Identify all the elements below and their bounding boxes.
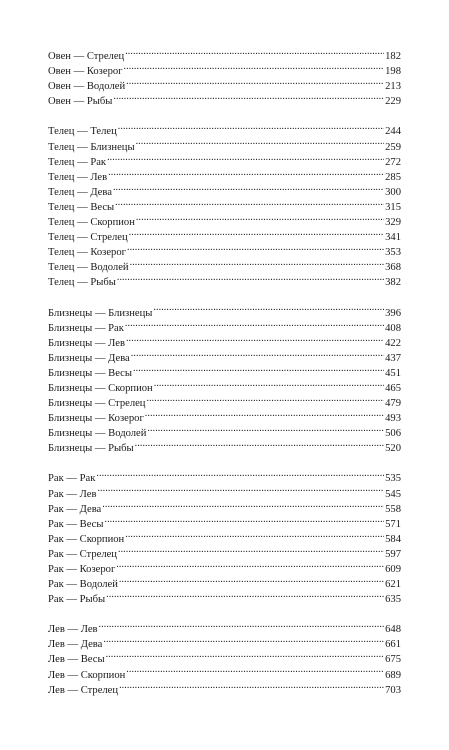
toc-entry-page: 635 bbox=[385, 594, 401, 606]
toc-entry-page: 597 bbox=[385, 548, 401, 560]
dot-leader bbox=[124, 59, 385, 74]
dot-leader bbox=[97, 481, 384, 496]
dot-leader bbox=[116, 557, 384, 572]
toc-entry-title: Овен — Козерог bbox=[48, 66, 123, 78]
toc-entry-title: Рак — Рак bbox=[48, 473, 96, 485]
toc-entry-page: 422 bbox=[385, 337, 401, 349]
dot-leader bbox=[127, 240, 384, 255]
toc-entry-title: Овен — Стрелец bbox=[48, 51, 125, 63]
toc-entry[interactable] bbox=[48, 617, 401, 636]
toc-entry-page: 315 bbox=[385, 201, 401, 213]
toc-entry-page: 609 bbox=[385, 564, 401, 575]
toc-entry-page: 396 bbox=[385, 307, 401, 319]
toc-entry-title: Рак — Лев bbox=[48, 488, 97, 500]
dot-leader bbox=[130, 255, 385, 270]
toc-entry-page: 353 bbox=[385, 247, 401, 259]
dot-leader bbox=[126, 74, 384, 89]
toc-entry-title: Телец — Стрелец bbox=[48, 232, 128, 244]
toc-entry-page: 259 bbox=[385, 141, 401, 153]
toc-group-cancer bbox=[48, 466, 401, 606]
toc-entry-title: Телец — Скорпион bbox=[48, 217, 135, 229]
dot-leader bbox=[102, 497, 384, 512]
dot-leader bbox=[118, 542, 384, 557]
toc-entry-page: 408 bbox=[385, 322, 401, 334]
dot-leader bbox=[96, 466, 384, 481]
dot-leader bbox=[135, 436, 384, 451]
dot-leader bbox=[103, 632, 384, 647]
toc-entry-page: 451 bbox=[385, 367, 401, 379]
dot-leader bbox=[125, 44, 384, 59]
table-of-contents bbox=[48, 44, 401, 696]
toc-entry-page: 300 bbox=[385, 186, 401, 198]
dot-leader bbox=[119, 678, 384, 693]
toc-entry-title: Телец — Рыбы bbox=[48, 277, 116, 289]
toc-entry-title: Телец — Весы bbox=[48, 201, 115, 213]
toc-entry-title: Близнецы — Стрелец bbox=[48, 398, 146, 410]
dot-leader bbox=[119, 572, 384, 587]
toc-group-aries bbox=[48, 44, 401, 108]
toc-entry-page: 545 bbox=[385, 488, 401, 500]
toc-entry-page: 675 bbox=[385, 654, 401, 666]
toc-entry-page: 465 bbox=[385, 382, 401, 394]
toc-entry-title: Лев — Весы bbox=[48, 654, 105, 666]
dot-leader bbox=[99, 617, 385, 632]
toc-entry-title: Рак — Дева bbox=[48, 503, 102, 515]
dot-leader bbox=[146, 391, 384, 406]
toc-entry-page: 571 bbox=[385, 518, 401, 530]
toc-entry-title: Близнецы — Весы bbox=[48, 367, 132, 379]
dot-leader bbox=[115, 195, 384, 210]
dot-leader bbox=[136, 210, 384, 225]
toc-entry-page: 229 bbox=[385, 96, 401, 108]
toc-entry-title: Рак — Стрелец bbox=[48, 548, 117, 560]
toc-entry-title: Рак — Скорпион bbox=[48, 533, 125, 545]
toc-entry-page: 558 bbox=[385, 503, 401, 515]
dot-leader bbox=[131, 346, 384, 361]
toc-entry-title: Рак — Козерог bbox=[48, 564, 116, 575]
toc-entry-title: Близнецы — Козерог bbox=[48, 413, 144, 425]
toc-entry-page: 661 bbox=[385, 639, 401, 651]
toc-entry-page: 244 bbox=[385, 126, 401, 138]
toc-entry-title: Рак — Рыбы bbox=[48, 594, 106, 606]
toc-entry-page: 182 bbox=[385, 51, 401, 63]
toc-entry-page: 621 bbox=[385, 579, 401, 591]
toc-entry-page: 493 bbox=[385, 413, 401, 425]
dot-leader bbox=[153, 300, 384, 315]
dot-leader bbox=[107, 150, 384, 165]
toc-entry-title: Близнецы — Лев bbox=[48, 337, 125, 349]
toc-entry-page: 272 bbox=[385, 156, 401, 168]
toc-entry-title: Телец — Телец bbox=[48, 126, 117, 138]
toc-entry[interactable] bbox=[48, 119, 401, 138]
dot-leader bbox=[145, 406, 384, 421]
toc-entry-title: Близнецы — Скорпион bbox=[48, 382, 153, 394]
toc-entry-page: 506 bbox=[385, 428, 401, 440]
dot-leader bbox=[147, 421, 384, 436]
toc-entry-page: 368 bbox=[385, 262, 401, 274]
toc-entry-title: Рак — Весы bbox=[48, 518, 104, 530]
toc-entry[interactable] bbox=[48, 497, 401, 515]
toc-entry-title: Телец — Водолей bbox=[48, 262, 129, 274]
toc-entry-page: 437 bbox=[385, 352, 401, 364]
toc-entry-title: Рак — Водолей bbox=[48, 579, 118, 591]
toc-entry-title: Лев — Стрелец bbox=[48, 684, 119, 696]
toc-entry-title: Телец — Лев bbox=[48, 171, 108, 183]
toc-entry-page: 198 bbox=[385, 66, 401, 78]
toc-entry-title: Близнецы — Рак bbox=[48, 322, 124, 334]
toc-entry-title: Лев — Дева bbox=[48, 639, 103, 651]
toc-entry[interactable] bbox=[48, 632, 401, 651]
dot-leader bbox=[125, 316, 384, 331]
toc-entry-page: 479 bbox=[385, 398, 401, 410]
dot-leader bbox=[125, 527, 384, 542]
toc-entry-title: Близнецы — Рыбы bbox=[48, 443, 134, 455]
dot-leader bbox=[106, 647, 385, 662]
toc-entry-page: 382 bbox=[385, 277, 401, 289]
toc-entry-title: Телец — Дева bbox=[48, 186, 112, 198]
toc-entry-title: Овен — Водолей bbox=[48, 81, 126, 93]
toc-group-leo bbox=[48, 617, 401, 696]
toc-entry-title: Близнецы — Водолей bbox=[48, 428, 147, 440]
toc-entry-page: 285 bbox=[385, 171, 401, 183]
toc-entry[interactable] bbox=[48, 466, 401, 485]
toc-group-taurus bbox=[48, 119, 401, 289]
toc-entry-page: 703 bbox=[385, 684, 401, 696]
toc-entry-page: 213 bbox=[385, 81, 401, 93]
toc-entry-title: Овен — Рыбы bbox=[48, 96, 113, 108]
toc-entry-title: Лев — Лев bbox=[48, 624, 98, 636]
toc-entry-page: 329 bbox=[385, 217, 401, 229]
toc-entry-page: 689 bbox=[385, 669, 401, 681]
toc-entry-page: 341 bbox=[385, 232, 401, 244]
toc-entry-title: Близнецы — Дева bbox=[48, 352, 130, 364]
dot-leader bbox=[104, 512, 384, 527]
dot-leader bbox=[129, 225, 384, 240]
dot-leader bbox=[133, 361, 384, 376]
toc-entry[interactable] bbox=[48, 300, 401, 319]
dot-leader bbox=[113, 180, 384, 195]
toc-entry-page: 535 bbox=[385, 473, 401, 485]
dot-leader bbox=[126, 662, 384, 677]
toc-entry-title: Телец — Близнецы bbox=[48, 141, 135, 153]
dot-leader bbox=[117, 270, 384, 285]
toc-entry-page: 520 bbox=[385, 443, 401, 455]
toc-entry-title: Лев — Скорпион bbox=[48, 669, 126, 681]
toc-entry-title: Телец — Козерог bbox=[48, 247, 126, 259]
dot-leader bbox=[108, 165, 384, 180]
dot-leader bbox=[126, 331, 384, 346]
toc-entry[interactable] bbox=[48, 481, 401, 500]
toc-entry-title: Близнецы — Близнецы bbox=[48, 307, 153, 319]
dot-leader bbox=[118, 119, 384, 134]
toc-entry-page: 584 bbox=[385, 533, 401, 545]
toc-entry[interactable] bbox=[48, 44, 401, 63]
dot-leader bbox=[106, 587, 384, 602]
toc-entry-title: Телец — Рак bbox=[48, 156, 107, 168]
dot-leader bbox=[136, 134, 385, 149]
toc-entry-page: 648 bbox=[385, 624, 401, 636]
toc-group-gemini bbox=[48, 300, 401, 455]
dot-leader bbox=[154, 376, 384, 391]
dot-leader bbox=[113, 89, 384, 104]
